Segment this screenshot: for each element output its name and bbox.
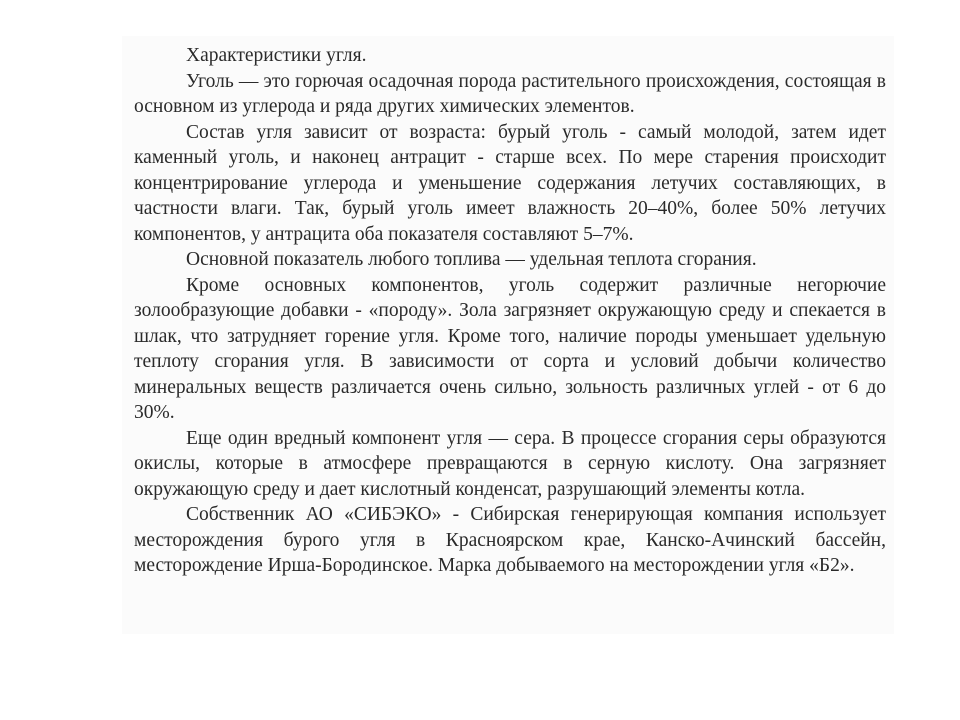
paragraph-sulfur: Еще один вредный компонент угля — сера. В процессе сгорания серы образуются окислы, которые в атмосфере превращаются в серную кислоту. Она загрязняет окружающую среду и дает кислотный конденсат, разрушающий элементы котла. xyxy=(134,427,886,500)
paragraph-definition: Уголь — это горючая осадочная порода растительного происхождения, состоящая в основном из углерода и ряда других химических элементов. xyxy=(134,70,886,117)
paragraph-main-indicator: Основной показатель любого топлива — удельная теплота сгорания. xyxy=(186,249,757,270)
paragraph-composition: Состав угля зависит от возраста: бурый уголь - самый молодой, затем идет каменный уголь, и наконец антрацит - старше всех. По мере старения происходит концентрирование углерода и уменьшение содержания летучих составляющих, в частности влаги. Так, бурый уголь имеет влажность 20–40%, более 50% летучих компонентов, у антрацита оба показателя составляют 5–7%. xyxy=(134,121,886,245)
paragraph-sibeko: Собственник АО «СИБЭКО» - Сибирская генерирующая компания использует месторождения бурого угля в Красноярском крае, Канско-Ачинский бассейн, месторождение Ирша-Бородинское. Марка добываемого на месторождении угля «Б2». xyxy=(134,504,886,576)
paragraph-ash: Кроме основных компонентов, уголь содержит различные негорючие золообразующие добавки - «породу». Зола загрязняет окружающую среду и спекается в шлак, что затрудняет горение угля. Кроме того, наличие породы уменьшает удельную теплоту сгорания угля. В зависимости от сорта и условий добычи количество минеральных веществ различается очень сильно, зольность различных углей - от 6 до 30%. xyxy=(134,274,886,423)
document-text xyxy=(134,43,886,579)
document-title: Характеристики угля. xyxy=(186,45,367,66)
